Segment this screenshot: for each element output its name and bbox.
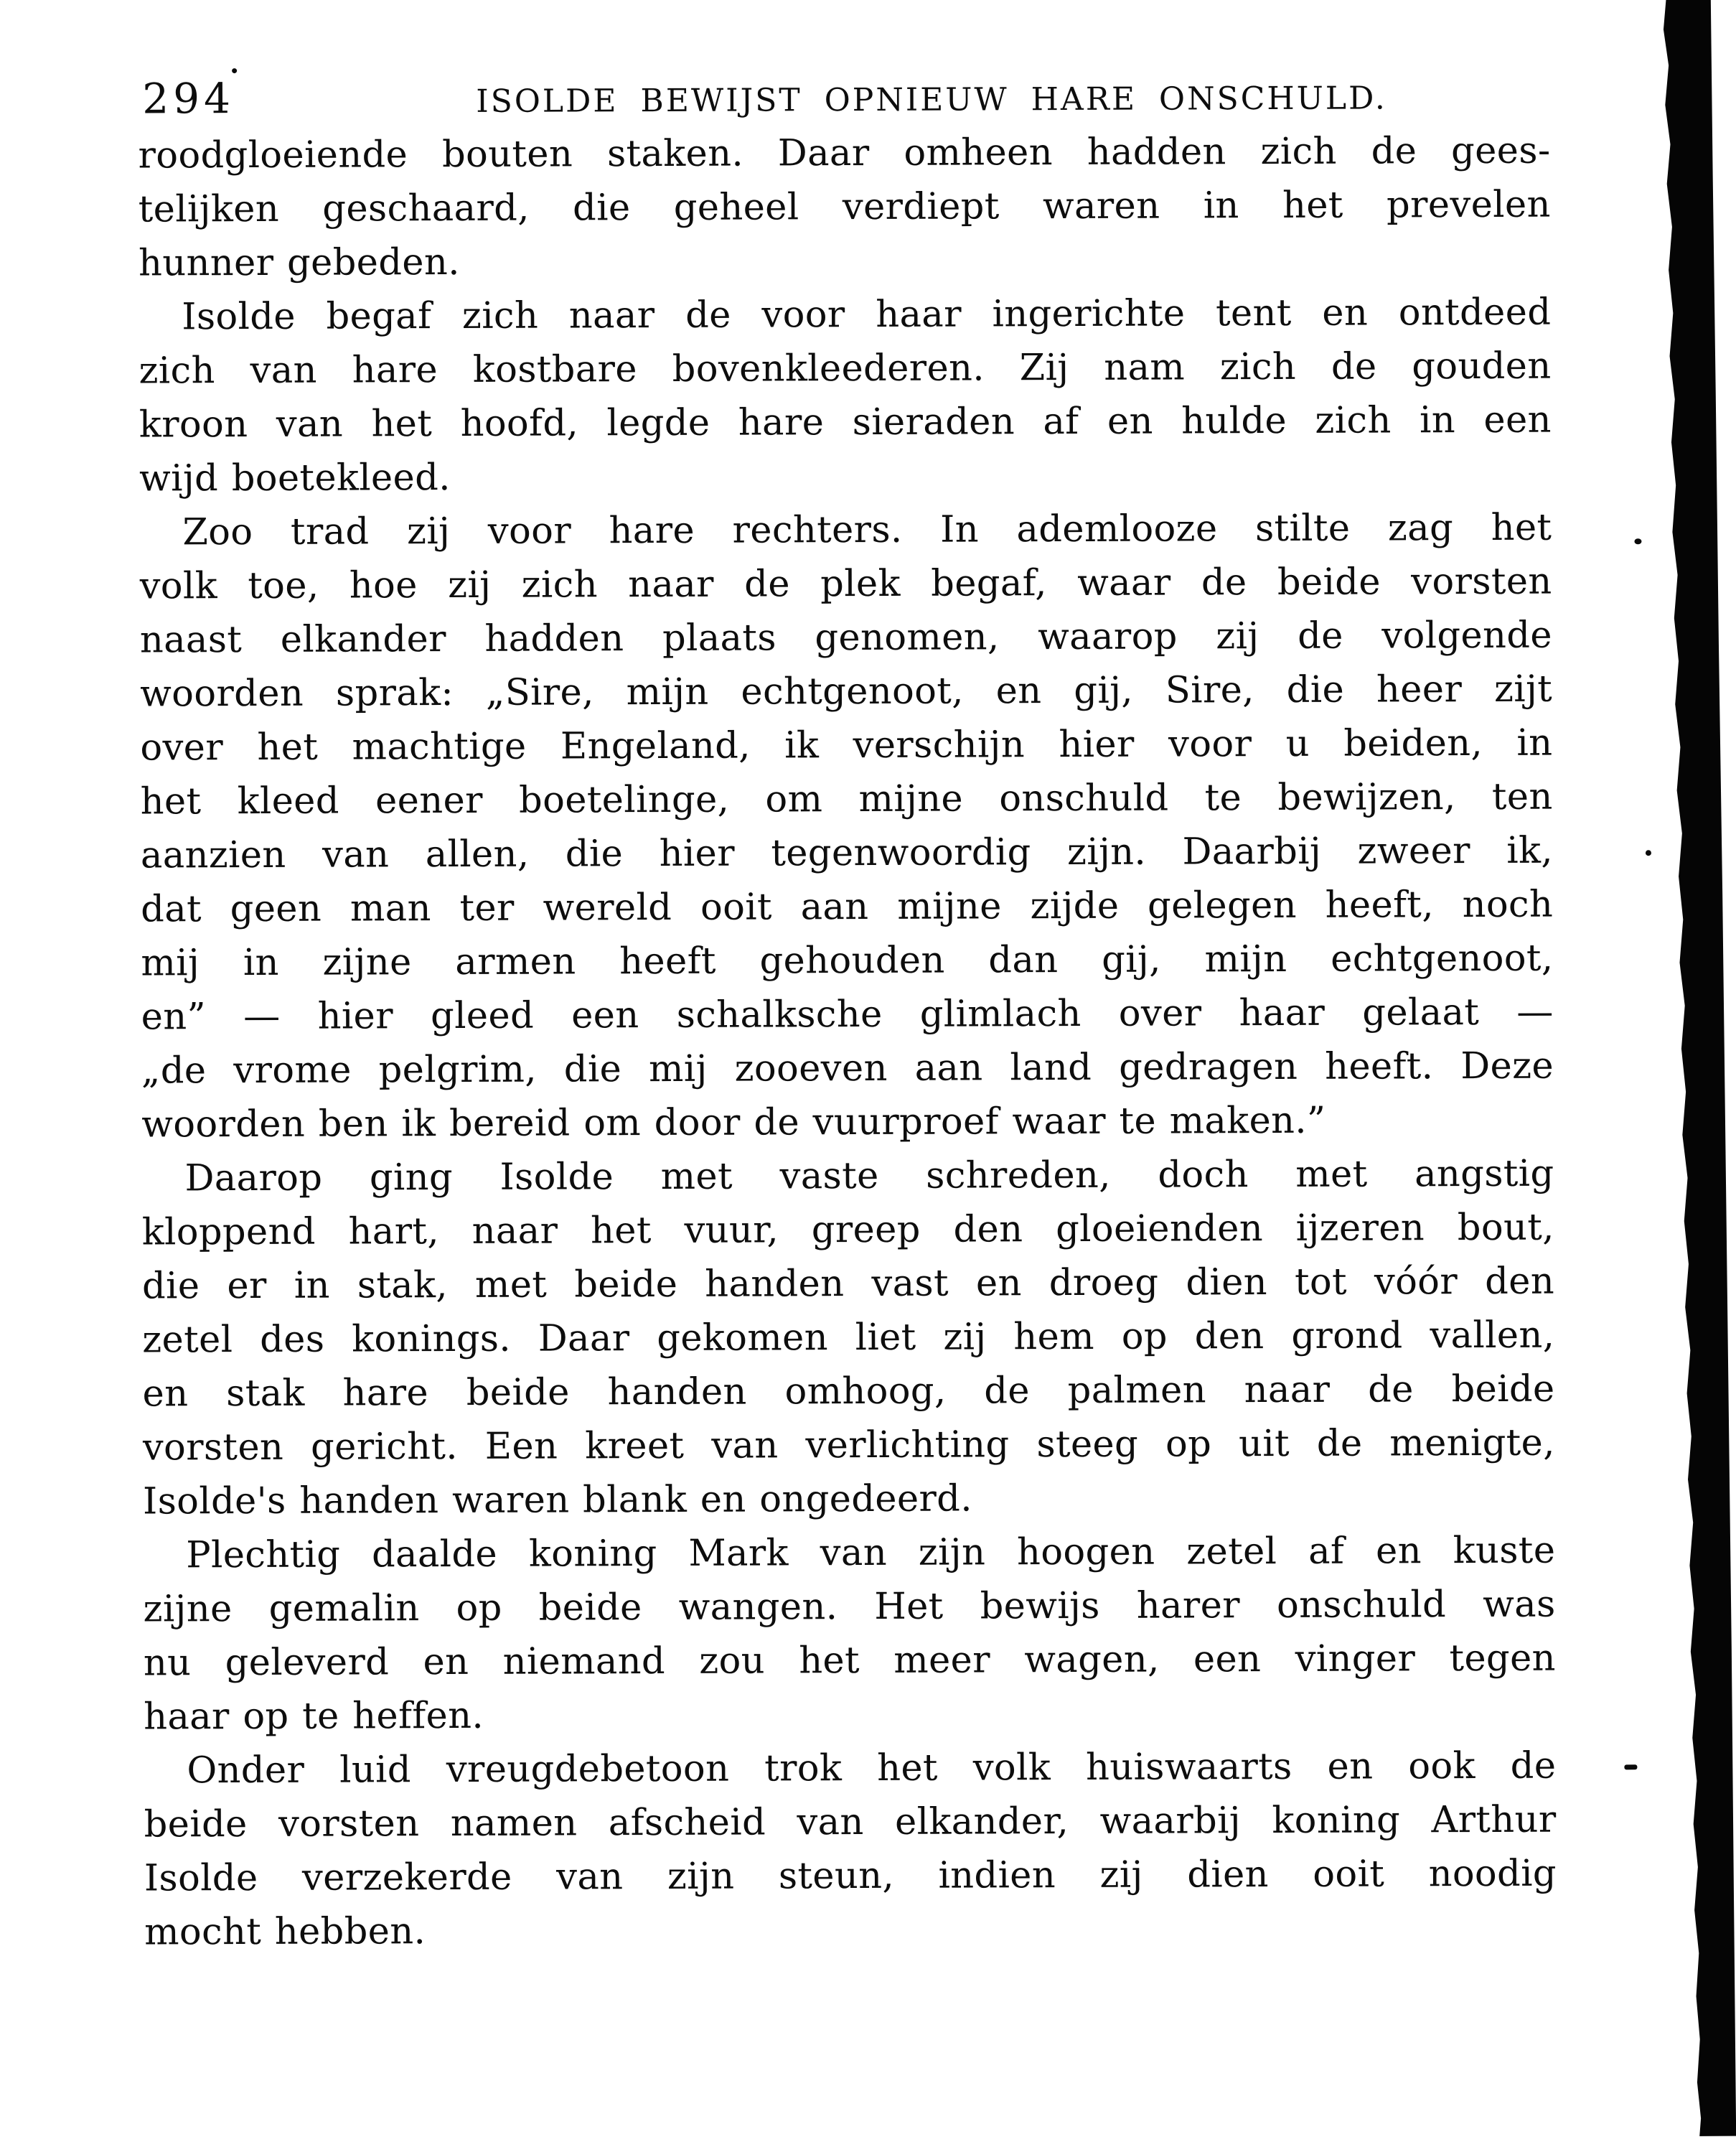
text-line: en stak hare beide handen omhoog, de palmen naar de beide [142, 1367, 1555, 1416]
text-line: het kleed eener boetelinge, om mijne onschuld te bewijzen, ten [140, 775, 1553, 823]
text-line: beide vorsten namen afscheid van elkander, waarbij koning Arthur [144, 1798, 1557, 1846]
text-line: mij in zijne armen heeft gehouden dan gij, mijn echtgenoot, [141, 937, 1554, 985]
running-header: ISOLDE BEWIJST OPNIEUW HARE ONSCHULD. [476, 80, 1387, 120]
text-line: hunner gebeden. [138, 240, 460, 285]
text-line: zetel des konings. Daar gekomen liet zij hem op den grond vallen, [142, 1314, 1555, 1362]
text-line: die er in stak, met beide handen vast en droeg dien tot vóór den [141, 1260, 1555, 1308]
text-line: volk toe, hoe zij zich naar de plek begaf, waar de beide vorsten [139, 560, 1552, 608]
text-line: en” — hier gleed een schalksche glimlach over haar gelaat — [141, 991, 1554, 1039]
ink-speck [1624, 1764, 1637, 1769]
ink-speck [232, 68, 237, 73]
body-text [138, 124, 1557, 1960]
text-line: Isolde begaf zich naar de voor haar ingerichte tent en ontdeed [182, 291, 1552, 339]
text-line: woorden ben ik bereid om door de vuurproef waar te maken.” [141, 1099, 1326, 1146]
text-line: zijne gemalin op beide wangen. Het bewijs harer onschuld was [143, 1583, 1556, 1631]
paragraph [143, 1524, 1556, 1744]
paragraph [138, 124, 1551, 291]
text-line: Onder luid vreugdebetoon trok het volk huiswaarts en ook de [187, 1744, 1557, 1792]
text-line: woorden sprak: „Sire, mijn echtgenoot, en gij, Sire, die heer zijt [140, 668, 1553, 716]
ink-speck [1634, 538, 1641, 544]
paragraph [139, 286, 1552, 506]
text-line: Isolde verzekerde van zijn steun, indien zij dien ooit noodig [144, 1852, 1557, 1900]
text-line: zich van hare kostbare bovenkleederen. Zij nam zich de gouden [139, 345, 1552, 393]
text-line: Isolde's handen waren blank en ongedeerd. [142, 1477, 973, 1523]
text-line: telijken geschaard, die geheel verdiept waren in het prevelen [138, 183, 1551, 231]
text-line: „de vrome pelgrim, die mij zooeven aan land gedragen heeft. Deze [141, 1044, 1554, 1093]
text-line: over het machtige Engeland, ik verschijn hier voor u beiden, in [140, 721, 1553, 770]
scan-gutter-shadow [1651, 0, 1736, 2136]
text-line: naast elkander hadden plaats genomen, waarop zij de volgende [139, 614, 1552, 662]
text-line: aanzien van allen, die hier tegenwoordig zijn. Daarbij zweer ik, [140, 829, 1554, 877]
text-line: Daarop ging Isolde met vaste schreden, doch met angstig [184, 1152, 1554, 1200]
ink-speck [1646, 850, 1651, 856]
text-line: Zoo trad zij voor hare rechters. In ademlooze stilte zag het [182, 506, 1552, 554]
page-number: 294 [142, 74, 235, 123]
text-line: roodgloeiende bouten staken. Daar omheen hadden zich de gees- [138, 129, 1551, 177]
text-line: kloppend hart, naar het vuur, greep den gloeienden ijzeren bout, [141, 1206, 1554, 1254]
paragraph [144, 1739, 1557, 1960]
text-line: Plechtig daalde koning Mark van zijn hoogen zetel af en kuste [186, 1529, 1556, 1577]
paragraph [141, 1147, 1555, 1529]
text-line: vorsten gericht. Een kreet van verlichting steeg op uit de menigte, [142, 1421, 1555, 1469]
text-line: dat geen man ter wereld ooit aan mijne zijde gelegen heeft, noch [141, 883, 1554, 931]
text-line: kroon van het hoofd, legde hare sieraden af en hulde zich in een [139, 398, 1552, 446]
text-line: mocht hebben. [144, 1910, 426, 1954]
text-line: wijd boetekleed. [139, 457, 451, 500]
paragraph [139, 501, 1554, 1152]
text-line: nu geleverd en niemand zou het meer wagen, een vinger tegen [143, 1637, 1556, 1685]
text-line: haar op te heffen. [144, 1694, 484, 1739]
